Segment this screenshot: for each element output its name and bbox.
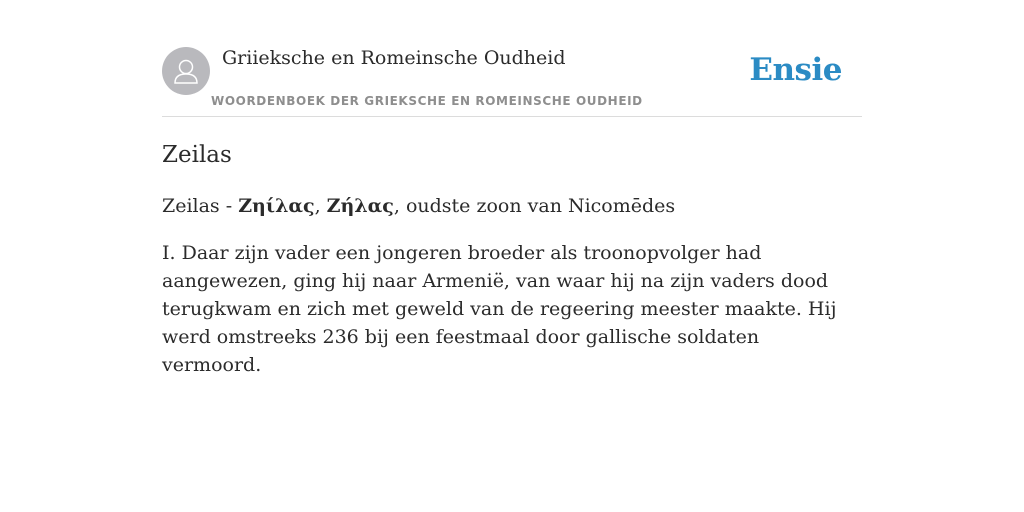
avatar[interactable] [162, 47, 210, 95]
definition-lead: Zeilas - [162, 195, 239, 217]
page-container [162, 0, 862, 376]
page-title: Zeilas [162, 142, 232, 168]
source-subtitle[interactable]: WOORDENBOEK DER GRIEKSCHE EN ROMEINSCHE OUDHEID [211, 94, 643, 108]
greek-name-2: Ζήλας [326, 195, 394, 217]
user-silhouette-icon [162, 47, 210, 95]
definition-line [162, 192, 862, 220]
header [162, 0, 862, 117]
ensie-logo[interactable]: Ensie [749, 52, 842, 88]
greek-name-1: Ζηίλας [238, 195, 315, 217]
definition-rest: , oudste zoon van Nicomēdes [393, 195, 676, 217]
article-paragraph: I. Daar zijn vader een jongeren broeder als troonopvolger had aangewezen, ging hij naar Armenië, van waar hij na zijn vaders dood terugkwam en zich met geweld van de regeering meester maakte. Hij werd omstreeks 236 bij een feestmaal door gallische soldaten vermoord. [162, 242, 837, 376]
author-name[interactable]: Griieksche en Romeinsche Oudheid [222, 47, 566, 69]
definition-separator: , [314, 195, 327, 217]
